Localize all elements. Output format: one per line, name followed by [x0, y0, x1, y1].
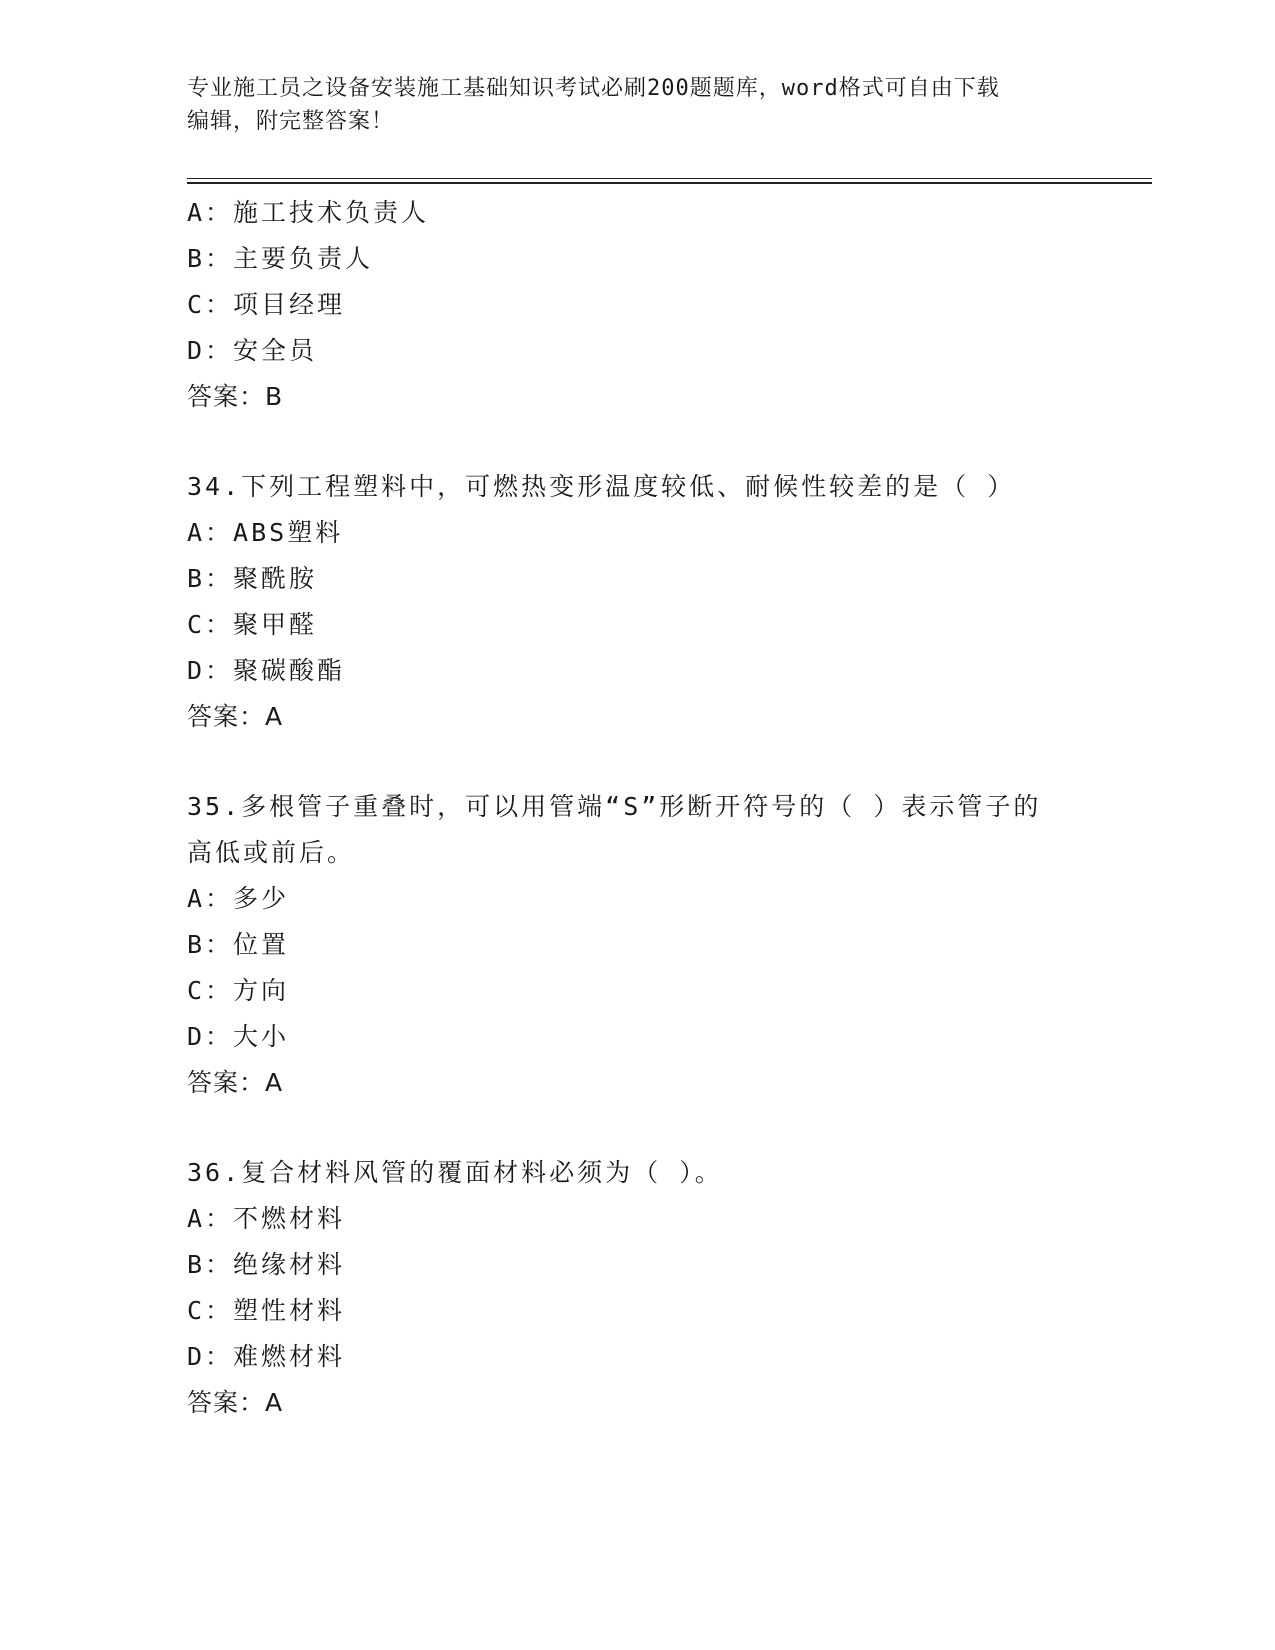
option-a: A：多少: [187, 884, 290, 913]
document-header: [187, 72, 1087, 138]
question-text: 36.复合材料风管的覆面材料必须为（ ）。: [187, 1158, 723, 1187]
option-d: D：大小: [187, 1022, 290, 1051]
answer-line: 答案：A: [187, 702, 284, 731]
option-b: B：绝缘材料: [187, 1250, 346, 1279]
question-text-line-2: 高低或前后。: [187, 838, 356, 867]
option-a: A：不燃材料: [187, 1204, 346, 1233]
option-a: A：施工技术负责人: [187, 198, 430, 227]
option-c: C：方向: [187, 976, 290, 1005]
question-text: 34.下列工程塑料中，可燃热变形温度较低、耐候性较差的是（ ）: [187, 472, 1016, 501]
question-block-35: [187, 784, 1152, 1106]
option-d: D：安全员: [187, 336, 318, 365]
option-a: A：ABS塑料: [187, 518, 344, 547]
question-block-36: [187, 1150, 1152, 1426]
header-rule-thin: [187, 178, 1152, 179]
option-c: C：项目经理: [187, 290, 346, 319]
question-text-line-1: 35.多根管子重叠时，可以用管端“S”形断开符号的（ ）表示管子的: [187, 792, 1042, 821]
question-block-33: [187, 190, 1152, 420]
question-block-34: [187, 464, 1152, 740]
answer-line: 答案：A: [187, 1388, 284, 1417]
option-c: C：聚甲醛: [187, 610, 318, 639]
option-d: D：难燃材料: [187, 1342, 346, 1371]
answer-line: 答案：A: [187, 1068, 284, 1097]
header-line-1: 专业施工员之设备安装施工基础知识考试必刷200题题库，word格式可自由下载: [187, 76, 1000, 101]
question-list: [187, 190, 1152, 1426]
option-b: B：聚酰胺: [187, 564, 318, 593]
answer-line: 答案：B: [187, 382, 284, 411]
header-line-2: 编辑，附完整答案！: [187, 109, 395, 134]
header-rule-thick: [187, 182, 1152, 184]
option-b: B：位置: [187, 930, 290, 959]
option-d: D：聚碳酸酯: [187, 656, 346, 685]
option-b: B：主要负责人: [187, 244, 374, 273]
option-c: C：塑性材料: [187, 1296, 346, 1325]
